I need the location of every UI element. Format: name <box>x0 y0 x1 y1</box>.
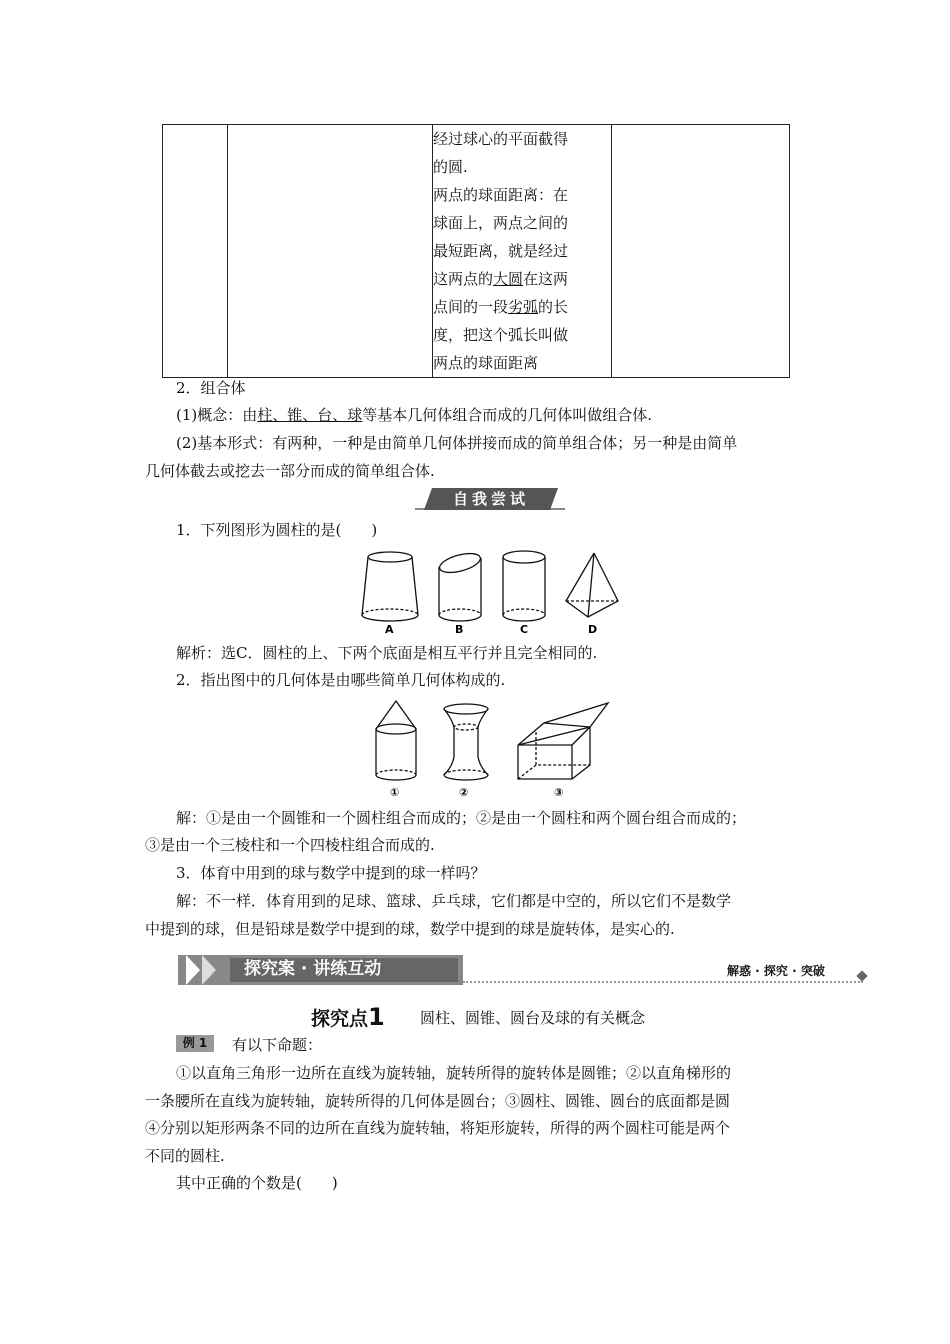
point-heading: 探究点1 <box>311 1003 385 1031</box>
example-intro: 有以下命题： <box>232 1036 323 1054</box>
cell-text: 两点的球面距离：在 <box>433 186 569 204</box>
answer-1: 解析：选C．圆柱的上、下两个底面是相互平行并且完全相同的. <box>176 644 598 662</box>
cell-text: 两点的球面距离 <box>433 354 539 372</box>
forms-line-2: 几何体截去或挖去一部分而成的简单组合体. <box>145 462 435 480</box>
table-cell-2 <box>228 125 433 378</box>
question-1: 1．下列图形为圆柱的是( ) <box>176 521 378 539</box>
label-a: A <box>385 623 394 636</box>
answer-3-line-2: 中提到的球，但是铅球是数学中提到的球，数学中提到的球是旋转体，是实心的. <box>145 920 675 938</box>
cell-text: 的圆. <box>433 158 468 176</box>
example-line-2: 一条腰所在直线为旋转轴，旋转所得的几何体是圆台；③圆柱、圆锥、圆台的底面都是圆 <box>145 1092 731 1110</box>
table-cell-1 <box>163 125 228 378</box>
question-2: 2．指出图中的几何体是由哪些简单几何体构成的. <box>176 671 506 689</box>
cell-text: 度，把这个弧长叫做 <box>433 326 569 344</box>
answer-3-line-1: 解：不一样．体育用到的足球、篮球、乒乓球，它们都是中空的，所以它们不是数学 <box>176 892 732 910</box>
table-cell-3 <box>433 125 612 378</box>
answer-2-line-2: ③是由一个三棱柱和一个四棱柱组合而成的. <box>145 836 435 854</box>
section-heading: 2．组合体 <box>176 379 246 397</box>
cell-text: 点间的一段劣弧的长 <box>433 298 569 316</box>
question-3: 3．体育中用到的球与数学中提到的球一样吗？ <box>176 864 486 882</box>
label-c: C <box>520 623 529 636</box>
answer-2-line-1: 解：①是由一个圆锥和一个圆柱组合而成的；②是由一个圆柱和两个圆台组合而成的； <box>176 809 747 827</box>
example-line-3: ④分别以矩形两条不同的边所在直线为旋转轴，将矩形旋转，所得的两个圆柱可能是两个 <box>145 1119 731 1137</box>
concept-line: (1)概念：由柱、锥、台、球等基本几何体组合而成的几何体叫做组合体. <box>176 406 653 424</box>
label-b: B <box>455 623 464 636</box>
point-subtitle: 圆柱、圆锥、圆台及球的有关概念 <box>420 1009 646 1027</box>
label-d: D <box>588 623 598 636</box>
solids-table <box>162 124 790 378</box>
section-right-text: 解惑 · 探究 · 突破 <box>727 964 825 978</box>
diamond-icon <box>856 970 867 981</box>
forms-line-1: (2)基本形式：有两种，一种是由简单几何体拼接而成的简单组合体；另一种是由简单 <box>176 434 738 452</box>
cell-text: 球面上，两点之间的 <box>433 214 569 232</box>
example-badge: 例 1 <box>176 1035 214 1052</box>
label-3: ③ <box>554 786 564 799</box>
label-1: ① <box>390 786 400 799</box>
example-question: 其中正确的个数是( ) <box>176 1174 338 1192</box>
q2-figures <box>368 697 618 801</box>
example-line-1: ①以直角三角形一边所在直线为旋转轴，旋转所得的旋转体是圆锥；②以直角梯形的 <box>176 1064 732 1082</box>
table-cell-4 <box>612 125 790 378</box>
cell-text: 最短距离，就是经过 <box>433 242 569 260</box>
chevron-icon <box>202 955 216 985</box>
chevron-icon <box>186 955 200 985</box>
example-line-4: 不同的圆柱. <box>145 1147 225 1165</box>
section-title: 探究案 · 讲练互动 <box>244 959 382 979</box>
section-rule <box>463 981 863 983</box>
self-try-banner: 自我尝试 <box>424 488 558 510</box>
cell-text: 这两点的大圆在这两 <box>433 270 569 288</box>
q1-figures <box>352 545 622 637</box>
cell-text: 经过球心的平面截得 <box>433 130 569 148</box>
label-2: ② <box>459 786 469 799</box>
